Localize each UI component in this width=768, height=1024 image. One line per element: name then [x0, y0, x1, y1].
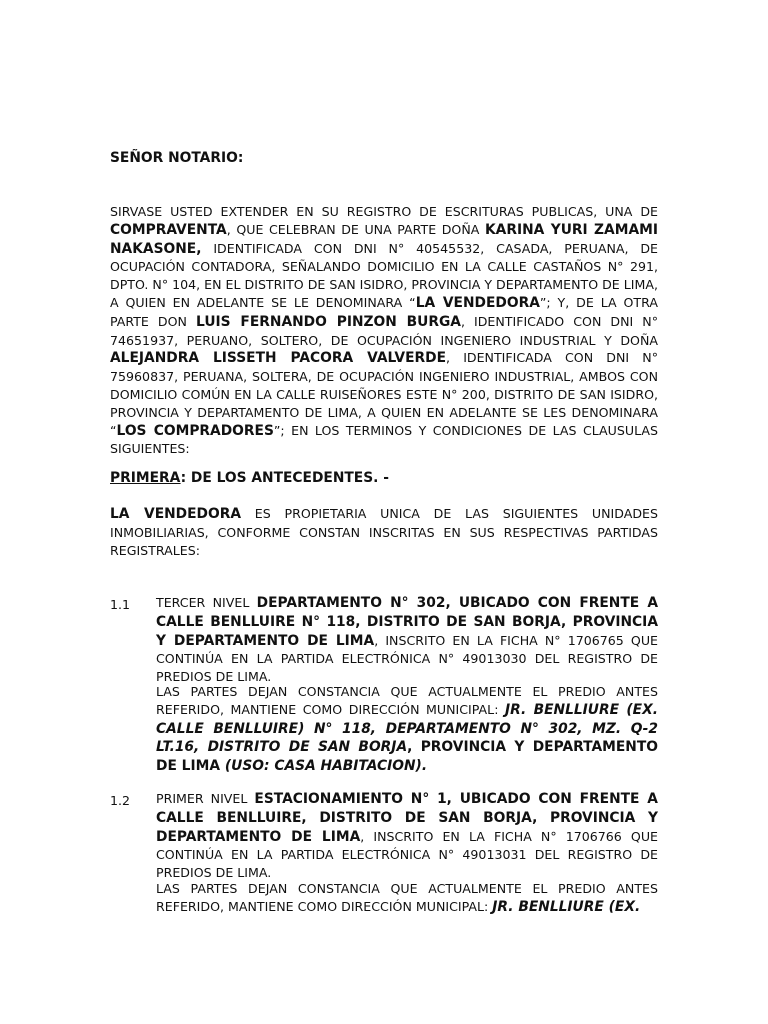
intro-text: , IDENTIFICADA CON DNI N° 75960837, PERUANA, SOLTERA, DE OCUPACIÓN INGENIERO INDUSTRIAL, AMBOS CON DOMICILIO COMÚN EN LA CALLE RUISEÑORES ESTE N° 200, DISTRITO DE SAN ISIDRO, PROVINCIA Y DEPARTAMENTO DE LIMA, A QUIEN EN ADELANTE SE LES DENOMINARA “ — [110, 350, 658, 438]
buyer-name-2: ALEJANDRA LISSETH PACORA VALVERDE — [110, 350, 447, 367]
contract-type: COMPRAVENTA — [110, 221, 227, 238]
note-text-bold: , PROVINCIA Y DEPARTAMENTO DE LIMA — [156, 739, 658, 775]
item-number: 1.2 — [110, 793, 131, 808]
item-text: , INSCRITO EN LA FICHA N° 1706766 QUE CONTINÚA EN LA PARTIDA ELECTRÓNICA N° 49013031 DEL REGISTRO DE PREDIOS DE LIMA. — [156, 828, 658, 881]
intro-text: , IDENTIFICADO CON DNI N° 74651937, PERUANO, SOLTERO, DE OCUPACIÓN INGENIERO INDUSTRIAL Y DOÑA — [110, 313, 658, 348]
item-text: , INSCRITO EN LA FICHA N° 1706765 QUE CONTINÚA EN LA PARTIDA ELECTRÓNICA N° 49013030 DEL REGISTRO DE PREDIOS DE LIMA. — [156, 632, 659, 685]
section-title: : DE LOS ANTECEDENTES. - — [180, 470, 389, 486]
section-heading-primera — [110, 470, 389, 486]
seller-alias: LA VENDEDORA — [415, 294, 540, 311]
item-text: TERCER NIVEL — [156, 595, 257, 610]
buyer-name-1: LUIS FERNANDO PINZON BURGA — [196, 313, 461, 330]
municipal-address: JR. BENLLIURE (EX. CALLE BENLLUIRE) N° 118, DEPARTAMENTO N° 302, MZ. Q-2 LT.16, DISTRITO DE SAN BORJA — [156, 701, 658, 756]
usage-note: (USO: CASA HABITACION). — [224, 758, 428, 775]
seller-name: KARINA YURI ZAMAMI NAKASONE, — [110, 221, 658, 257]
intro-paragraph — [110, 203, 658, 458]
property-note-2 — [156, 880, 658, 917]
property-item-2 — [156, 790, 658, 882]
item-number: 1.1 — [110, 597, 131, 612]
note-text: LAS PARTES DEJAN CONSTANCIA QUE ACTUALMENTE EL PREDIO ANTES REFERIDO, MANTIENE COMO DIRECCIÓN MUNICIPAL: — [156, 684, 658, 717]
property-item-1 — [156, 594, 658, 686]
seller-alias: LA VENDEDORA — [110, 506, 242, 522]
antecedents-paragraph — [110, 505, 658, 559]
section-label: PRIMERA — [110, 470, 181, 486]
buyers-alias: LOS COMPRADORES — [116, 422, 274, 439]
intro-text: SIRVASE USTED EXTENDER EN SU REGISTRO DE ESCRITURAS PUBLICAS, UNA DE — [110, 204, 658, 219]
intro-text: IDENTIFICADA CON DNI N° 40545532, CASADA, PERUANA, DE OCUPACIÓN CONTADORA, SEÑALANDO DOMICILIO EN LA CALLE CASTAÑOS N° 291, DPTO. N° 104, EN EL DISTRITO DE SAN ISIDRO, PROVINCIA Y DEPARTAMENTO DE LIMA, A QUIEN EN ADELANTE SE LE DENOMINARA “ — [110, 240, 658, 310]
intro-text: , QUE CELEBRAN DE UNA PARTE DOÑA — [226, 221, 485, 237]
item-text: PRIMER NIVEL — [156, 791, 255, 806]
note-text: LAS PARTES DEJAN CONSTANCIA QUE ACTUALMENTE EL PREDIO ANTES REFERIDO, MANTIENE COMO DIRECCIÓN MUNICIPAL: — [156, 881, 658, 914]
property-description: DEPARTAMENTO N° 302, UBICADO CON FRENTE A CALLE BENLLUIRE N° 118, DISTRITO DE SAN BORJA, PROVINCIA Y DEPARTAMENTO DE LIMA — [156, 595, 658, 649]
intro-text: ”; Y, DE LA OTRA PARTE DON — [110, 294, 658, 329]
property-note-1 — [156, 683, 658, 776]
property-description: ESTACIONAMIENTO N° 1, UBICADO CON FRENTE A CALLE BENLLUIRE, DISTRITO DE SAN BORJA, PROVINCIA Y DEPARTAMENTO DE LIMA — [156, 791, 658, 845]
municipal-address: JR. BENLLIURE (EX. — [492, 898, 641, 915]
paragraph-text: ES PROPIETARIA UNICA DE LAS SIGUIENTES UNIDADES INMOBILIARIAS, CONFORME CONSTAN INSCRITAS EN SUS RESPECTIVAS PARTIDAS REGISTRALES: — [110, 506, 658, 558]
intro-text: ”; EN LOS TERMINOS Y CONDICIONES DE LAS CLAUSULAS SIGUIENTES: — [110, 422, 658, 457]
salutation: SEÑOR NOTARIO: — [110, 150, 244, 166]
